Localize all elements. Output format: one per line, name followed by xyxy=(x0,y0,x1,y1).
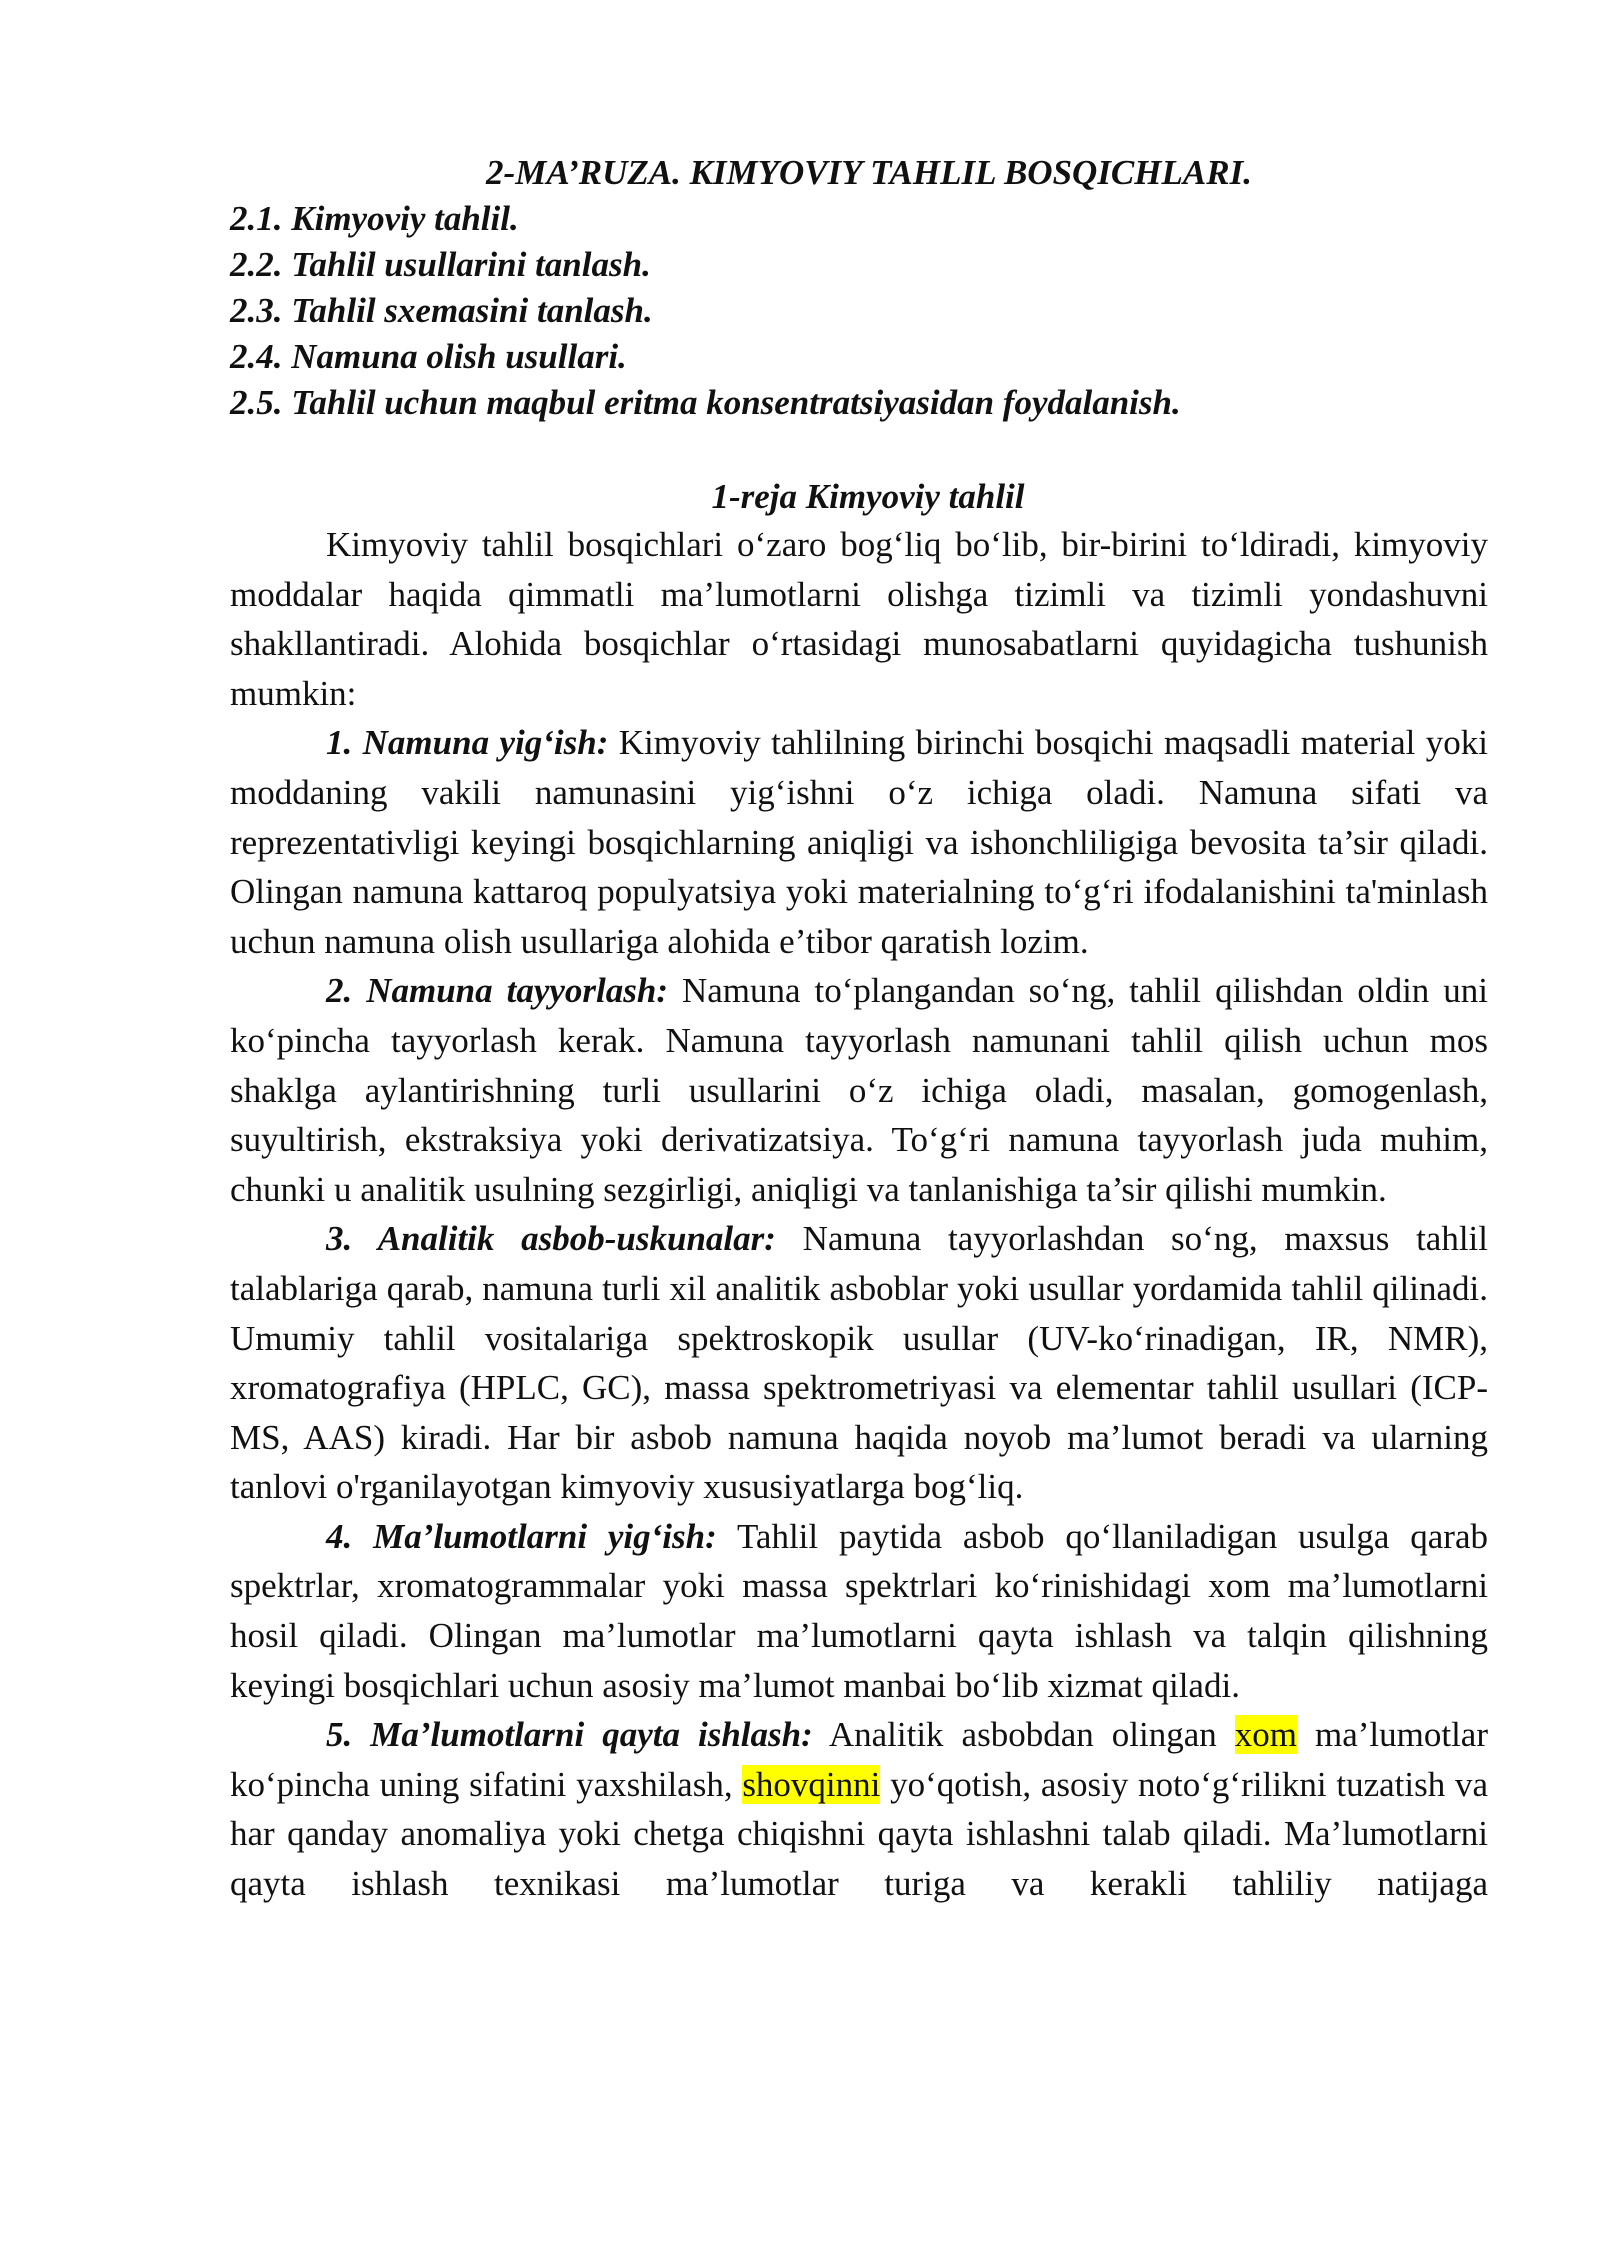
intro-paragraph: Kimyoviy tahlil bosqichlari o‘zaro bog‘liq bo‘lib, bir-birini to‘ldiradi, kimyoviy moddalar haqida qimmatli ma’lumotlarni olishga tizimli va tizimli yondashuvni shakllantiradi. Alohida bosqichlar o‘rtasidagi munosabatlarni quyidagicha tushunish mumkin: xyxy=(230,525,1488,713)
step-term: 4. Ma’lumotlarni yig‘ish: xyxy=(326,1516,717,1556)
step-term: 2. Namuna tayyorlash: xyxy=(326,971,668,1011)
step-paragraph-2 xyxy=(230,966,1488,1214)
step-text: Kimyoviy tahlilning birinchi bosqichi maqsadli material yoki moddaning vakili namunasini yig‘ishni o‘z ichiga oladi. Namuna sifati va reprezentativligi keyingi bosqichlarning aniqligi va ishonchliligiga bevosita ta’sir qiladi. Olingan namuna kattaroq populyatsiya yoki materialning to‘g‘ri ifodalanishini ta'minlash uchun namuna olish usullariga alohida e’tibor qaratish lozim. xyxy=(230,723,1489,961)
step-text: Namuna tayyorlashdan so‘ng, maxsus tahlil talablariga qarab, namuna turli xil analitik asboblar yoki usullar yordamida tahlil qilinadi. Umumiy tahlil vositalariga spektroskopik usullar (UV-ko‘rinadigan, IR, NMR), xromatografiya (HPLC, GC), massa spektrometriyasi va elementar tahlil usullari (ICP-MS, AAS) kiradi. Har bir asbob namuna haqida noyob ma’lumot beradi va ularning tanlovi o'rganilayotgan kimyoviy xususiyatlarga bog‘liq. xyxy=(230,1219,1488,1507)
toc-item: 2.3. Tahlil sxemasini tanlash. xyxy=(230,291,653,330)
lecture-title: 2-MA’RUZA. KIMYOVIY TAHLIL BOSQICHLARI. xyxy=(486,153,1252,192)
step-paragraph-4 xyxy=(230,1512,1488,1710)
document-page xyxy=(230,150,1488,1909)
step-text: yo‘qotish, asosiy noto‘g‘rilikni tuzatish va har qanday anomaliya yoki chetga chiqishni qayta ishlashni talab qiladi. Ma’lumotlarni qayta ishlash texnikasi ma’lumotlar turiga va kerakli tahliliy natijaga xyxy=(230,1764,1488,1904)
step-paragraph-1 xyxy=(230,718,1488,966)
step-term: 3. Analitik asbob-uskunalar: xyxy=(326,1219,776,1259)
section-heading: 1-reja Kimyoviy tahlil xyxy=(711,477,1025,516)
toc-item: 2.4. Namuna olish usullari. xyxy=(230,337,627,376)
step-term: 1. Namuna yig‘ish: xyxy=(326,723,609,763)
step-paragraph-5 xyxy=(230,1710,1488,1908)
step-term: 5. Ma’lumotlarni qayta ishlash: xyxy=(326,1715,813,1755)
step-text: Analitik asbobdan olingan xyxy=(812,1715,1235,1755)
step-text: ma’lumotlar ko‘pincha uning sifatini yaxshilash, xyxy=(230,1715,1488,1804)
table-of-contents xyxy=(230,196,1488,426)
toc-item: 2.2. Tahlil usullarini tanlash. xyxy=(230,245,651,284)
step-paragraph-3 xyxy=(230,1214,1488,1512)
toc-item: 2.5. Tahlil uchun maqbul eritma konsentratsiyasidan foydalanish. xyxy=(230,383,1181,422)
step-text: Tahlil paytida asbob qo‘llaniladigan usulga qarab spektrlar, xromatogrammalar yoki massa spektrlari ko‘rinishidagi xom ma’lumotlarni hosil qiladi. Olingan ma’lumotlar ma’lumotlarni qayta ishlash va talqin qilishning keyingi bosqichlari uchun asosiy ma’lumot manbai bo‘lib xizmat qiladi. xyxy=(230,1516,1488,1705)
highlighted-word: shovqinni xyxy=(742,1764,881,1804)
highlighted-word: xom xyxy=(1234,1715,1297,1755)
toc-item: 2.1. Kimyoviy tahlil. xyxy=(230,199,519,238)
step-text: Namuna to‘plangandan so‘ng, tahlil qilishdan oldin uni ko‘pincha tayyorlash kerak. Namuna tayyorlash namunani tahlil qilish uchun mos shaklga aylantirishning turli usullarini o‘z ichiga oladi, masalan, gomogenlash, suyultirish, ekstraksiya yoki derivatizatsiya. To‘g‘ri namuna tayyorlash juda muhim, chunki u analitik usulning sezgirligi, aniqligi va tanlanishiga ta’sir qilishi mumkin. xyxy=(230,971,1489,1209)
